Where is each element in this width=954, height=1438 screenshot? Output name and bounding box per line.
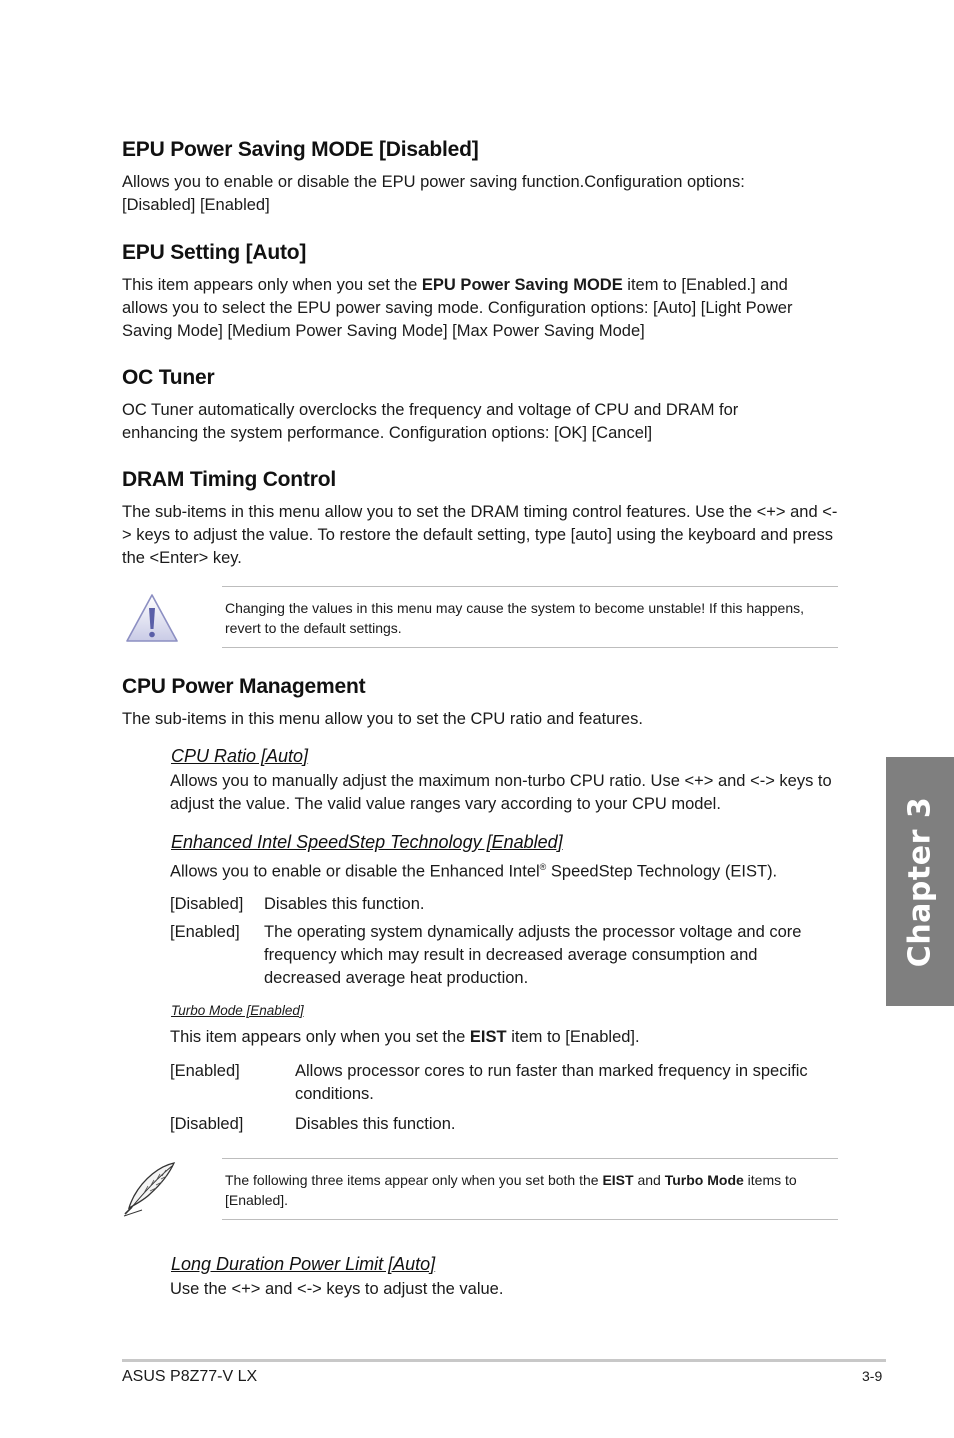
subsection-body-cpu-ratio: Allows you to manually adjust the maximum non-turbo CPU ratio. Use <+> and <-> keys to adjust the value. The valid value ranges vary according to your CPU model.: [170, 772, 832, 813]
subsection-title-turbo: Turbo Mode [Enabled]: [171, 1003, 304, 1018]
subsection-body-turbo: [170, 1026, 838, 1049]
option-key: [Enabled]: [170, 923, 240, 941]
note-text-part: items to [Enabled].: [225, 1172, 797, 1208]
warning-text: Changing the values in this menu may cause the system to become unstable! If this happens, revert to the default settings.: [225, 600, 804, 636]
body-text: SpeedStep Technology (EIST).: [546, 862, 778, 881]
option-value: The operating system dynamically adjusts the processor voltage and core frequency which may result in decreased average consumption and decreased average heat production.: [264, 923, 802, 987]
body-bold-text: EIST: [469, 1028, 507, 1046]
option-key: [Disabled]: [170, 895, 244, 913]
note-text-part: and: [633, 1172, 665, 1188]
section-body-oc-tuner: OC Tuner automatically overclocks the frequency and voltage of CPU and DRAM for enhancing the system performance. Configuration options: [OK] [Cancel]: [122, 401, 739, 442]
chapter-label: Chapter 3: [902, 796, 938, 967]
subsection-title-long-duration: Long Duration Power Limit [Auto]: [171, 1254, 436, 1274]
option-value: Disables this function.: [295, 1115, 456, 1133]
section-title-epu-mode: EPU Power Saving MODE [Disabled]: [122, 138, 479, 161]
option-row: [170, 921, 838, 991]
subsection-body-eist: [170, 856, 838, 884]
warning-icon: [124, 592, 180, 644]
section-body-epu-setting: [122, 274, 838, 343]
subsection-title-eist: Enhanced Intel SpeedStep Technology [Enabled]: [171, 832, 563, 852]
section-body-epu-mode: Allows you to enable or disable the EPU power saving function.Configuration options: [Disabled] [Enabled]: [122, 173, 745, 214]
body-bold-text: EPU Power Saving MODE: [421, 276, 623, 294]
body-text: item to [Enabled.] and allows you to select the EPU power saving mode. Configuration options: [Auto] [Light Power Saving Mode] [Medium Power Saving Mode] [Max Power Saving Mode]: [122, 276, 793, 340]
registered-mark: ®: [539, 862, 547, 872]
section-title-oc-tuner: OC Tuner: [122, 366, 215, 389]
footer-model: ASUS P8Z77-V LX: [122, 1368, 258, 1385]
section-title-epu-setting: EPU Setting [Auto]: [122, 241, 307, 264]
section-title-dram: DRAM Timing Control: [122, 468, 336, 491]
option-row: [170, 893, 838, 916]
subsection-body-long-duration: Use the <+> and <-> keys to adjust the value.: [170, 1280, 504, 1298]
option-row: [170, 1113, 838, 1136]
body-text: This item appears only when you set the: [170, 1028, 470, 1046]
note-bold-text: Turbo Mode: [664, 1172, 744, 1188]
section-title-cpu-pm: CPU Power Management: [122, 675, 366, 698]
body-text: Allows you to enable or disable the Enhanced Intel: [170, 862, 540, 881]
section-body-dram: The sub-items in this menu allow you to set the DRAM timing control features. Use the <+> and <-> keys to adjust the value. To restore the default setting, type [auto] using the keyboard and press the <Enter> key.: [122, 503, 838, 567]
subsection-title-cpu-ratio: CPU Ratio [Auto]: [171, 746, 309, 766]
note-text: [225, 1170, 833, 1210]
option-key: [Disabled]: [170, 1115, 244, 1133]
body-text: item to [Enabled].: [506, 1028, 640, 1046]
option-key: [Enabled]: [170, 1062, 240, 1080]
option-value: Disables this function.: [264, 895, 425, 913]
footer-divider: [122, 1359, 886, 1362]
feather-pen-icon: [122, 1160, 180, 1218]
note-bold-text: EIST: [602, 1172, 634, 1188]
footer-page-number: 3-9: [862, 1368, 883, 1384]
note-box: [222, 1158, 838, 1220]
option-value: Allows processor cores to run faster than marked frequency in specific conditions.: [295, 1062, 808, 1103]
option-row: [170, 1060, 838, 1106]
chapter-tab: [886, 757, 954, 1006]
note-text-part: The following three items appear only when you set both the: [225, 1172, 603, 1188]
section-body-cpu-pm: The sub-items in this menu allow you to set the CPU ratio and features.: [122, 710, 643, 728]
warning-box: [222, 586, 838, 648]
body-text: This item appears only when you set the: [122, 276, 422, 294]
